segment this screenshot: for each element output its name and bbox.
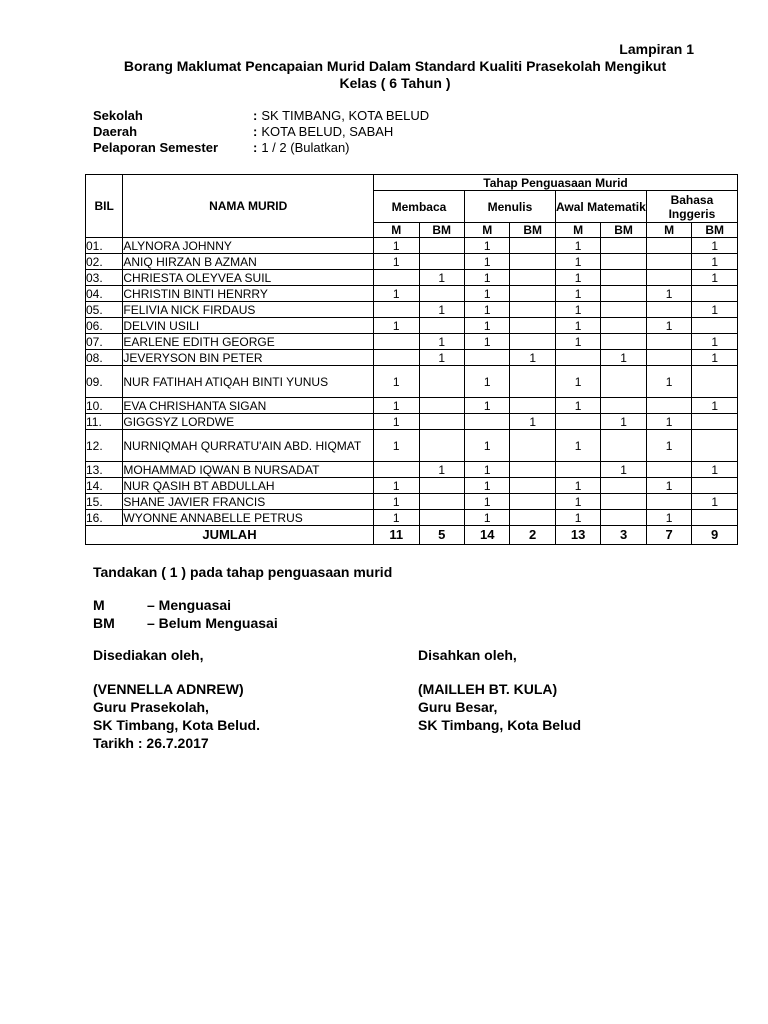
bm-header: BM: [510, 223, 555, 238]
row-mark: [601, 254, 646, 270]
row-mark: 1: [692, 270, 738, 286]
row-mark: [510, 366, 555, 398]
row-mark: 1: [419, 302, 464, 318]
row-bil: 01.: [86, 238, 123, 254]
daerah-value: KOTA BELUD, SABAH: [261, 124, 394, 139]
row-mark: 1: [374, 510, 419, 526]
row-mark: 1: [646, 510, 691, 526]
row-mark: [374, 462, 419, 478]
achievement-table: [85, 174, 738, 545]
colon: :: [253, 140, 258, 155]
row-bil: 07.: [86, 334, 123, 350]
approved-place: SK Timbang, Kota Belud: [418, 717, 582, 733]
row-nama: CHRISTIN BINTI HENRRY: [123, 286, 374, 302]
row-mark: [555, 462, 600, 478]
m-header: M: [555, 223, 600, 238]
row-mark: [419, 286, 464, 302]
semester-label: Pelaporan Semester: [93, 140, 219, 155]
row-mark: 1: [555, 318, 600, 334]
row-mark: 1: [419, 462, 464, 478]
row-mark: 1: [555, 254, 600, 270]
row-mark: 1: [646, 366, 691, 398]
row-mark: [510, 302, 555, 318]
prepared-name: (VENNELLA ADNREW): [93, 681, 244, 697]
row-mark: 1: [510, 414, 555, 430]
row-mark: 1: [555, 302, 600, 318]
table-row: [86, 254, 738, 270]
row-mark: 1: [601, 414, 646, 430]
row-mark: 1: [374, 254, 419, 270]
row-mark: [601, 318, 646, 334]
row-nama: NUR FATIHAH ATIQAH BINTI YUNUS: [123, 366, 374, 398]
table-row: [86, 494, 738, 510]
row-mark: [419, 414, 464, 430]
subject-bahasa-inggeris: Bahasa Inggeris: [646, 191, 737, 223]
row-mark: 1: [464, 286, 509, 302]
row-mark: 1: [646, 414, 691, 430]
colon: :: [253, 108, 258, 123]
row-mark: 1: [510, 350, 555, 366]
table-row: [86, 318, 738, 334]
table-row: [86, 478, 738, 494]
row-mark: [601, 238, 646, 254]
row-mark: [646, 462, 691, 478]
row-mark: 1: [464, 398, 509, 414]
prepared-date: Tarikh : 26.7.2017: [93, 735, 209, 751]
total-row: [86, 526, 738, 545]
row-mark: 1: [374, 478, 419, 494]
legend-bm-value: – Belum Menguasai: [147, 615, 278, 631]
row-mark: 1: [464, 430, 509, 462]
row-bil: 15.: [86, 494, 123, 510]
row-mark: 1: [374, 238, 419, 254]
total-value: 11: [374, 526, 419, 545]
row-mark: 1: [464, 318, 509, 334]
row-mark: [510, 334, 555, 350]
row-nama: EVA CHRISHANTA SIGAN: [123, 398, 374, 414]
info-row-sekolah: [93, 108, 429, 124]
row-mark: 1: [374, 430, 419, 462]
row-mark: [510, 318, 555, 334]
table-row: [86, 430, 738, 462]
row-mark: [419, 238, 464, 254]
row-nama: FELIVIA NICK FIRDAUS: [123, 302, 374, 318]
table-row: [86, 334, 738, 350]
row-mark: [419, 366, 464, 398]
row-mark: [601, 334, 646, 350]
title-line-1: Borang Maklumat Pencapaian Murid Dalam Standard Kualiti Prasekolah Mengikut: [123, 58, 667, 74]
row-mark: [464, 350, 509, 366]
row-mark: 1: [464, 366, 509, 398]
subject-awal-matematik: Awal Matematik: [555, 191, 646, 223]
row-mark: [692, 430, 738, 462]
row-mark: 1: [464, 334, 509, 350]
row-mark: [601, 510, 646, 526]
row-mark: 1: [464, 302, 509, 318]
row-mark: [601, 398, 646, 414]
row-nama: GIGGSYZ LORDWE: [123, 414, 374, 430]
row-mark: 1: [555, 398, 600, 414]
row-mark: 1: [464, 462, 509, 478]
row-mark: [646, 334, 691, 350]
row-nama: CHRIESTA OLEYVEA SUIL: [123, 270, 374, 286]
row-mark: [510, 430, 555, 462]
row-mark: 1: [374, 366, 419, 398]
row-bil: 11.: [86, 414, 123, 430]
table-row: [86, 398, 738, 414]
school-info: [93, 108, 429, 156]
signature-prepared-by: [93, 646, 260, 752]
row-mark: 1: [692, 302, 738, 318]
row-bil: 02.: [86, 254, 123, 270]
row-nama: ALYNORA JOHNNY: [123, 238, 374, 254]
table-row: [86, 238, 738, 254]
row-mark: 1: [692, 398, 738, 414]
row-mark: [464, 414, 509, 430]
row-mark: [374, 270, 419, 286]
row-mark: 1: [374, 414, 419, 430]
table-body: [86, 238, 738, 526]
row-mark: [510, 494, 555, 510]
row-mark: [646, 254, 691, 270]
row-mark: [646, 270, 691, 286]
row-nama: JEVERYSON BIN PETER: [123, 350, 374, 366]
m-header: M: [374, 223, 419, 238]
row-nama: EARLENE EDITH GEORGE: [123, 334, 374, 350]
row-mark: [419, 510, 464, 526]
row-mark: [419, 398, 464, 414]
legend: [93, 596, 278, 632]
row-mark: [646, 398, 691, 414]
row-mark: 1: [419, 270, 464, 286]
total-value: 13: [555, 526, 600, 545]
row-mark: [419, 494, 464, 510]
row-mark: 1: [464, 494, 509, 510]
row-mark: [601, 478, 646, 494]
row-bil: 08.: [86, 350, 123, 366]
row-mark: 1: [692, 462, 738, 478]
row-bil: 09.: [86, 366, 123, 398]
row-mark: [692, 478, 738, 494]
total-value: 14: [464, 526, 509, 545]
row-mark: [692, 414, 738, 430]
table-row: [86, 270, 738, 286]
nama-header: NAMA MURID: [123, 175, 374, 238]
row-nama: ANIQ HIRZAN B AZMAN: [123, 254, 374, 270]
row-nama: DELVIN USILI: [123, 318, 374, 334]
row-mark: 1: [692, 254, 738, 270]
row-mark: [510, 398, 555, 414]
row-mark: 1: [692, 350, 738, 366]
row-mark: [374, 334, 419, 350]
row-mark: [374, 350, 419, 366]
row-mark: [601, 302, 646, 318]
row-mark: 1: [692, 238, 738, 254]
table-row: [86, 350, 738, 366]
row-mark: 1: [555, 494, 600, 510]
row-mark: [601, 270, 646, 286]
row-mark: [555, 414, 600, 430]
row-mark: [374, 302, 419, 318]
row-mark: 1: [692, 334, 738, 350]
row-bil: 03.: [86, 270, 123, 286]
row-bil: 14.: [86, 478, 123, 494]
bm-header: BM: [601, 223, 646, 238]
table-row: [86, 302, 738, 318]
total-value: 5: [419, 526, 464, 545]
row-mark: 1: [555, 286, 600, 302]
table-row: [86, 462, 738, 478]
row-mark: [510, 238, 555, 254]
row-mark: [510, 254, 555, 270]
prepared-role: Guru Prasekolah,: [93, 699, 209, 715]
row-mark: [419, 478, 464, 494]
row-nama: MOHAMMAD IQWAN B NURSADAT: [123, 462, 374, 478]
row-mark: 1: [646, 478, 691, 494]
title-line-2: Kelas ( 6 Tahun ): [339, 75, 451, 91]
row-mark: 1: [646, 430, 691, 462]
row-mark: 1: [464, 478, 509, 494]
instruction-text: Tandakan ( 1 ) pada tahap penguasaan murid: [93, 564, 393, 580]
row-mark: 1: [555, 334, 600, 350]
prepared-place: SK Timbang, Kota Belud.: [93, 717, 260, 733]
approved-role: Guru Besar,: [418, 699, 498, 715]
table-row: [86, 510, 738, 526]
row-bil: 12.: [86, 430, 123, 462]
row-bil: 16.: [86, 510, 123, 526]
row-mark: [692, 510, 738, 526]
row-mark: [510, 510, 555, 526]
total-label: JUMLAH: [86, 526, 374, 545]
row-bil: 04.: [86, 286, 123, 302]
table-row: [86, 414, 738, 430]
row-mark: [601, 286, 646, 302]
row-mark: [646, 238, 691, 254]
row-nama: NURNIQMAH QURRATU'AIN ABD. HIQMAT: [123, 430, 374, 462]
row-mark: [601, 430, 646, 462]
row-mark: [692, 286, 738, 302]
row-mark: 1: [464, 510, 509, 526]
row-mark: [601, 366, 646, 398]
info-row-daerah: [93, 124, 429, 140]
row-mark: [692, 366, 738, 398]
lampiran-label: Lampiran 1: [619, 41, 694, 57]
row-mark: 1: [601, 350, 646, 366]
row-bil: 06.: [86, 318, 123, 334]
row-mark: [646, 350, 691, 366]
row-mark: 1: [555, 478, 600, 494]
row-mark: 1: [646, 318, 691, 334]
row-mark: [510, 478, 555, 494]
row-mark: 1: [374, 318, 419, 334]
row-mark: [646, 302, 691, 318]
row-mark: 1: [464, 254, 509, 270]
row-mark: 1: [646, 286, 691, 302]
legend-m: [93, 596, 278, 614]
row-mark: [692, 318, 738, 334]
total-value: 9: [692, 526, 738, 545]
colon: :: [253, 124, 258, 139]
row-nama: SHANE JAVIER FRANCIS: [123, 494, 374, 510]
row-mark: [555, 350, 600, 366]
row-mark: [419, 430, 464, 462]
row-mark: [510, 286, 555, 302]
subject-menulis: Menulis: [464, 191, 555, 223]
prepared-heading: Disediakan oleh,: [93, 647, 204, 663]
subject-membaca: Membaca: [374, 191, 465, 223]
total-value: 2: [510, 526, 555, 545]
signature-approved-by: [418, 646, 581, 734]
row-mark: [510, 462, 555, 478]
approved-heading: Disahkan oleh,: [418, 647, 517, 663]
row-mark: 1: [692, 494, 738, 510]
row-mark: 1: [555, 510, 600, 526]
row-mark: 1: [374, 286, 419, 302]
table-row: [86, 286, 738, 302]
daerah-label: Daerah: [93, 124, 138, 139]
row-bil: 13.: [86, 462, 123, 478]
document-title: [80, 58, 710, 92]
legend-m-value: – Menguasai: [147, 597, 232, 613]
row-mark: [646, 494, 691, 510]
row-bil: 10.: [86, 398, 123, 414]
legend-m-key: M: [93, 597, 105, 613]
row-mark: [510, 270, 555, 286]
bil-header: BIL: [86, 175, 123, 238]
group-header: Tahap Penguasaan Murid: [374, 175, 738, 191]
bm-header: BM: [692, 223, 738, 238]
row-mark: 1: [555, 366, 600, 398]
row-nama: WYONNE ANNABELLE PETRUS: [123, 510, 374, 526]
table-row: [86, 366, 738, 398]
row-mark: 1: [555, 270, 600, 286]
row-mark: 1: [374, 398, 419, 414]
info-row-semester: [93, 140, 429, 156]
legend-bm-key: BM: [93, 615, 115, 631]
bm-header: BM: [419, 223, 464, 238]
legend-bm: [93, 614, 278, 632]
m-header: M: [646, 223, 691, 238]
row-mark: 1: [464, 270, 509, 286]
semester-value: 1 / 2 (Bulatkan): [261, 140, 350, 155]
m-header: M: [464, 223, 509, 238]
row-mark: [419, 254, 464, 270]
row-mark: [601, 494, 646, 510]
total-value: 7: [646, 526, 691, 545]
row-mark: 1: [555, 238, 600, 254]
row-mark: 1: [555, 430, 600, 462]
row-mark: [419, 318, 464, 334]
sekolah-value: SK TIMBANG, KOTA BELUD: [261, 108, 430, 123]
approved-name: (MAILLEH BT. KULA): [418, 681, 558, 697]
sekolah-label: Sekolah: [93, 108, 143, 123]
row-bil: 05.: [86, 302, 123, 318]
row-mark: 1: [601, 462, 646, 478]
row-mark: 1: [464, 238, 509, 254]
row-mark: 1: [419, 350, 464, 366]
row-mark: 1: [419, 334, 464, 350]
row-nama: NUR QASIH BT ABDULLAH: [123, 478, 374, 494]
total-value: 3: [601, 526, 646, 545]
row-mark: 1: [374, 494, 419, 510]
